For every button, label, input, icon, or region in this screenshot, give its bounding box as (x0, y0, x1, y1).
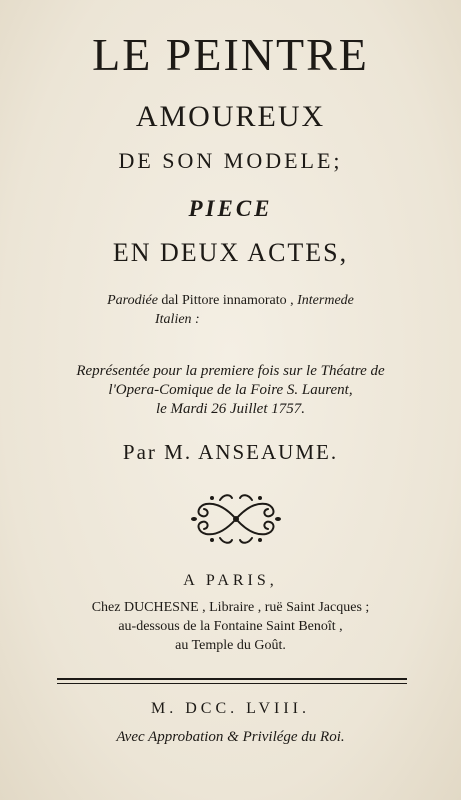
title-line-2: AMOUREUX (135, 100, 326, 133)
divider-rule-thick (57, 678, 407, 680)
imprint-line-2: au-dessous de la Fontaine Saint Benoît , (118, 619, 343, 634)
publication-date: M. DCC. LVIII. (151, 700, 310, 717)
author-line: Par M. ANSEAUME. (122, 440, 339, 464)
parody-note-line-2: Italien : (155, 312, 200, 327)
imprint-line-1: Chez DUCHESNE , Libraire , ruë Saint Jacques ; (91, 600, 370, 615)
title-line-3: DE SON MODELE; (118, 148, 343, 173)
imprint-city: A PARIS, (183, 572, 278, 589)
parody-intermede: Intermede (297, 293, 354, 308)
divider-rule-thin (57, 683, 407, 684)
performance-note-line-2: l'Opera-Comique de la Foire S. Laurent, (108, 382, 353, 398)
imprint-line-3: au Temple du Goût. (175, 638, 286, 653)
performance-note-line-1: Représentée pour la premiere fois sur le Théatre de (76, 363, 385, 379)
parody-note (0, 293, 461, 309)
parody-word: Parodiée (107, 293, 158, 308)
parody-source: dal Pittore innamorato , (157, 293, 298, 308)
title-line-1: LE PEINTRE (92, 29, 369, 80)
performance-note-line-3: le Mardi 26 Juillet 1757. (155, 401, 305, 417)
floral-fleuron-icon (190, 488, 282, 550)
acts-label: EN DEUX ACTES, (112, 238, 349, 267)
privilege-line: Avec Approbation & Privilége du Roi. (116, 729, 345, 745)
genre-label: PIECE (188, 196, 273, 221)
